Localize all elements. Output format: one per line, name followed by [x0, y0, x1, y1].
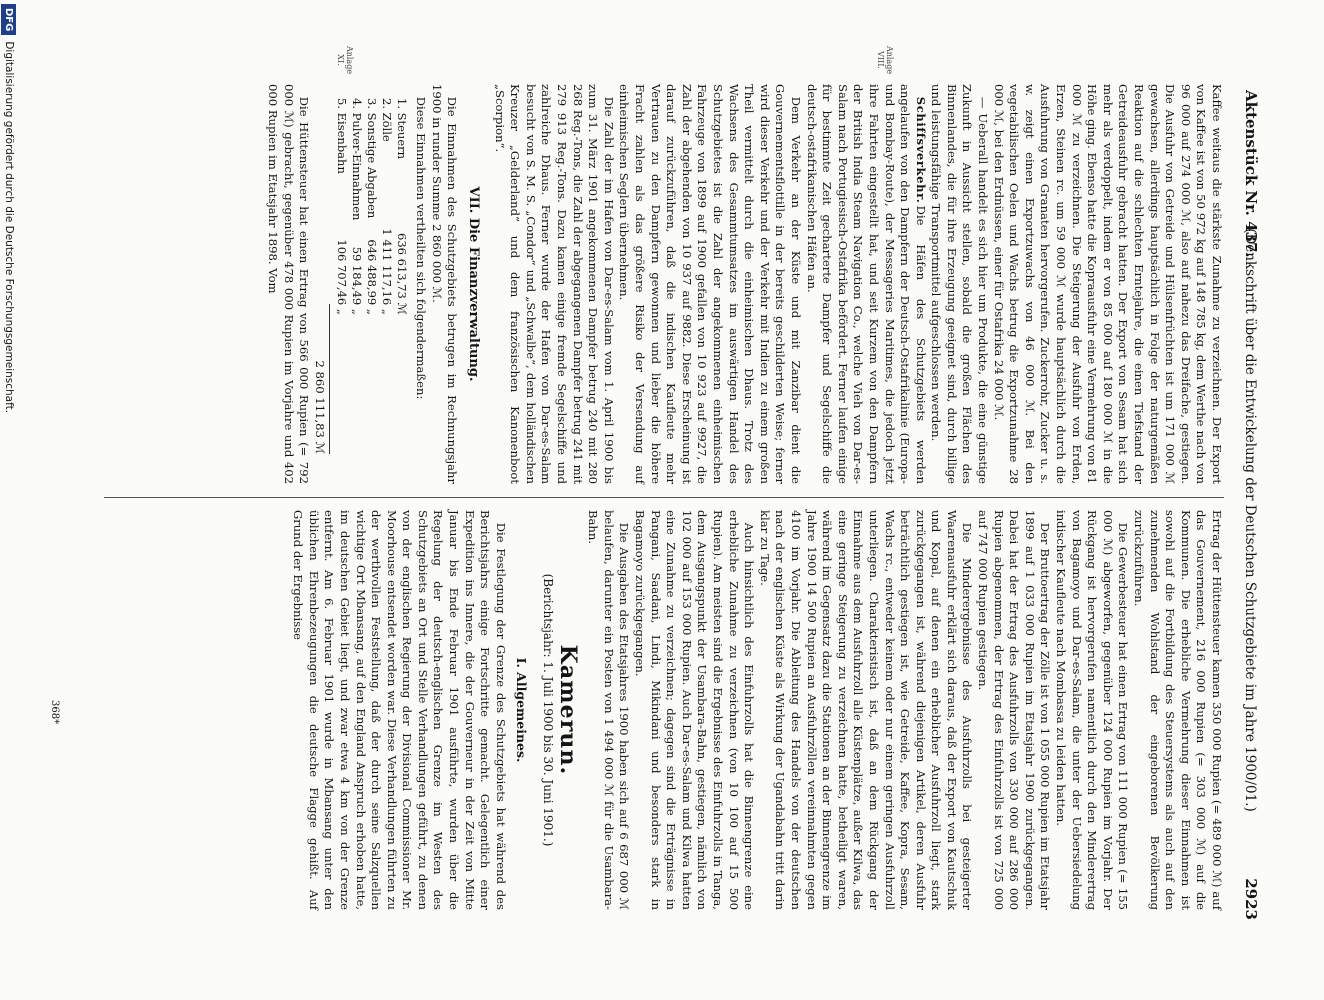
- table-cell-amount: 636 613,73 ℳ: [394, 233, 409, 315]
- table-cell-label: 3. Sonstige Abgaben: [364, 98, 379, 219]
- paragraph: Die Minderergebnisse des Ausfuhrzolls bei gesteigerter Waarenausfuhr erklärt sich daraus, daß der Export von Kautschuk und Kopal, auf denen ein erheblicher Ausfuhrzoll liegt, stark zurückgegangen ist, während diejenigen Artikel, deren Ausfuhr beträchtlich gestiegen ist, wie Getreide, Kaffee, Kopra, Sesam, Wachs rc., entweder keinem oder nur einem geringen Ausfuhrzoll unterliegen. Charakteristisch ist, daß an dem Rückgang der Einnahme aus dem Ausfuhrzoll alle Küstenplätze, außer Kilwa, das eine geringe Steigerung zu verzeichnen hatte, betheiligt waren, während im Gegensatz dazu die Stationen an der Binnengrenze im Jahre 1900 14 500 Rupien an Ausfuhrzöllen vereinnahmten gegen 4100 im Vorjahr. Die Ableitung des Handels von der deutschen nach der englischen Küste als Wirkung der Ugandabahn tritt darin klar zu Tage.: [757, 510, 975, 910]
- credit-text: Digitalisierung gefördert durch die Deutsche Forschungsgemeinschaft.: [3, 41, 15, 414]
- paragraph: Ertrag der Hüttensteuer kamen 350 000 Rupien (= 489 000 ℳ) auf das Gouvernement, 216 000 Rupien (= 303 000 ℳ) auf die Kommunen. Die erhebliche Vermehrung dieser Einnahmen ist sowohl auf die Fortbildung des Steuersystems als auch auf den zunehmenden Wohlstand der eingeborenen Bevölkerung zurückzuführen.: [1132, 510, 1224, 910]
- table-cell-label: 2. Zölle: [379, 98, 394, 142]
- paragraph-shipping: [803, 84, 928, 484]
- revenue-table: [334, 94, 409, 319]
- margin-note-anlage-xi: Anlage XI.: [336, 45, 354, 75]
- margin-note-anlage-viii: Anlage VIII.: [876, 45, 894, 75]
- paragraph: Diese Einnahmen vertheilten sich folgendermaßen:: [414, 96, 429, 400]
- paragraph-text: Die Häfen des Schutzgebiets werden angelaufen von den Dampfern der Deutsch-Ostafrikalinie (Europa- und Bombay-Route), der Messageries Maritimes, die jedoch jetzt ihre Fahrten eingestellt hat, und seit Kurzem von den Dampfern der British India Steam Navigation Co., welche Vieh von Dar-es-Salam nach Portugiesisch-Ostafrika befördert. Ferner laufen einige für bestimmte Zeit gecharterte Dampfer und Segelschiffe die deutsch-ostafrikanischen Häfen an.: [804, 84, 928, 484]
- paragraph: Auch hinsichtlich des Einfuhrzolls hat die Binnengrenze eine erhebliche Zunahme zu verzeichnen (von 10 100 auf 15 500 Rupien). Am meisten sind die Ergebnisse des Einfuhrzolls in Tanga, dem Ausgangspunkt der Usambara-Bahn, gestiegen, nämlich von 102 000 auf 153 000 Rupien. Auch Dar-es-Salam und Kilwa hatten eine Zunahme zu verzeichnen; dagegen sind die Erträgnisse in Pangani, Saadani, Lindi, Mikindani und besonders stark in Bagamoyo zurückgegangen.: [633, 510, 757, 910]
- table-cell-label: 1. Steuern: [394, 98, 409, 160]
- paragraph: Die Zahl der im Hafen von Dar-es-Salam vom 1. April 1900 bis zum 31. März 1901 angekommenen Dampfer betrug 240 mit 280 268 Reg.-Tons, die Zahl der abgegangenen Dampfer betrug 241 mit 279 913 Reg.-Tons. Dazu kamen einige fremde Segelschiffe und zahlreiche Dhaus. Ferner wurde der Hafen von Dar-es-Salam besucht von S. M. S. „Condor“ und „Schwalbe“, dem holländischen Kreuzer „Gelderland“ und dem französischen Kanonenboot „Scorpion“.: [492, 84, 616, 484]
- paragraph: Der Bruttoertrag der Zölle ist von 1 055 000 Rupien im Etatsjahr 1899 auf 1 033 000 Rupien im Etatsjahr 1900 zurückgegangen. Dabei hat der Ertrag des Ausfuhrzolls von 330 000 auf 286 000 Rupien abgenommen, der Ertrag des Einfuhrzolls ist von 725 000 auf 747 000 Rupien gestiegen.: [976, 510, 1053, 910]
- paragraph: Die Hüttensteuer hat einen Ertrag von 566 000 Rupien (= 792 000 ℳ) gebracht, gegenüber 478 000 Rupien im Vorjahre und 402 000 Rupien im Etatsjahr 1898. Vom: [265, 84, 312, 484]
- table-cell-amount: 59 184,49 „: [349, 246, 364, 315]
- table-row: [379, 94, 394, 319]
- table-cell-label: 4. Pulver-Einnahmen: [349, 98, 364, 221]
- digitization-credit: [0, 4, 18, 984]
- document-number: Aktenstück Nr. 437.: [1242, 90, 1260, 258]
- paragraph: Kaffee weitaus die stärkste Zunahme zu verzeichnen. Der Export von Kaffee ist von 50 972 kg auf 148 785 kg, dem Werthe nach von 96 000 auf 274 000 ℳ, also auf nahezu das Dreifache, gestiegen. Die Ausfuhr von Getreide und Hülsenfrüchten ist um 171 000 ℳ gewachsen, allerdings hauptsächlich in Folge der naturgemäßen Reaktion auf die schlechten Erntejahre, die einen Tiefstand der Getreideausfuhr gebracht hatten. Der Export von Sesam hat sich mehr als verdoppelt, indem er von 85 000 auf 180 000 ℳ in die Höhe ging. Ebenso hatte die Kopraausfuhr eine Vermehrung von 81 000 ℳ zu verzeichnen. Die Steigerung der Ausfuhr von Erden, Erzen, Steinen rc. um 59 000 ℳ wurde hauptsächlich durch die Ausfuhrung von Granaten hervorgerufen. Zuckerrohr, Zucker u. s. w. zeigt einen Exportzuwachs von 46 000 ℳ. Bei den vegetabilischen Oelen und Wachs betrug die Exportzunahme 28 000 ℳ, bei den Erdnüssen, einer für Ostafrika 24 000 ℳ.: [991, 84, 1224, 484]
- reporting-period: (Berichtsjahr: 1. Juli 1900 bis 30. Juni 1901.): [541, 573, 556, 847]
- table-row: [394, 94, 409, 319]
- page-header: [1234, 90, 1264, 920]
- paragraph: Die Festlegung der Grenze des Schutzgebiets hat während des Berichtsjahrs einige Fortschritte gemacht. Gelegentlich einer Expedition ins Innere, die der Gouverneur in der Zeit von Mitte Januar bis Ende Februar 1901 ausführte, wurden über die Regelung der deutsch-englischen Grenze im Westen des Schutzgebiets an Ort und Stelle Verhandlungen geführt, zu denen von der englischen Regierung der Divisional Commissioner Mr. Moorhouse entsendet worden war. Diese Verhandlungen führten zu der werthvollen Feststellung, daß der durch seine Salzquellen wichtige Ort Mbansang, auf den England Anspruch erhoben hatte, im deutschen Gebiet liegt, und zwar etwa 4 km von der Grenze entfernt. Am 6. Februar 1901 wurde in Mbansang unter den üblichen Ehrenbezeugungen die deutsche Flagge gehißt. Auf Grund der Ergebnisse: [291, 510, 508, 910]
- left-column: [264, 84, 1224, 484]
- table-cell-amount: 646 488,99 „: [364, 239, 379, 315]
- section-heading-finance: VII. Die Finanzverwaltung.: [466, 186, 482, 382]
- paragraph: — Ueberall handelt es sich hier um Produkte, die eine günstige Zukunft in Aussicht stellen, sobald die großen Flächen des Binnenlandes, die für ihre Erzeugung geeignet sind, durch billige und leistungsfähige Transportmittel aufgeschlossen werden.: [929, 84, 991, 484]
- page-footer: [36, 0, 66, 1000]
- dfg-logo-icon: DFG: [1, 4, 16, 35]
- table-cell-amount: 1 411 117,16 „: [379, 228, 394, 315]
- table-row: [334, 94, 349, 319]
- revenue-total: 2 860 111,83 ℳ: [311, 304, 330, 454]
- table-cell-label: 5. Eisenbahn: [334, 98, 349, 174]
- table-cell-amount: 106 707,46 „: [334, 239, 349, 315]
- paragraph: Die Einnahmen des Schutzgebiets betrugen im Rechnungsjahr 1900 in runder Summe 2 860 000 ℳ.: [429, 84, 460, 484]
- paragraph: Die Gewerbesteuer hat einen Ertrag von 111 000 Rupien (= 155 000 ℳ) abgeworfen, gegenüber 124 000 Rupien im Vorjahr. Der Rückgang ist hervorgerufen namentlich durch den Minderertrag von Bagamoyo und Dar-es-Salam, die unter der Uebersiedelung indischer Kaufleute nach Mombassa zu leiden hatten.: [1054, 510, 1131, 910]
- section-heading-general: I. Allgemeines.: [514, 657, 530, 763]
- paragraph: Dem Verkehr an der Küste und mit Zanzibar dient die Gouvernementsflottille in der bereits geschilderten Weise; ferner wird dieser Verkehr und der Verkehr mit Indien zu einem großen Theil vermittelt durch die einheimischen Dhaus. Trotz des Wachsens des Gesammtumsatzes im auswärtigen Handel des Schutzgebietes ist die Zahl der angekommenen einheimischen Fahrzeuge von 1899 auf 1900 gefallen von 10 923 auf 9927, die Zahl der abgehenden von 10 937 auf 9882. Diese Erscheinung ist darauf zurückzuführen, daß die indischen Kaufleute mehr Vertrauen zu den Dampfern gewonnen und lieber die höhere Fracht zahlen als das größere Risiko der Versendung auf einheimischen Seglern übernehmen.: [617, 84, 803, 484]
- right-column: [290, 510, 1224, 910]
- table-row: [364, 94, 379, 319]
- subheading-shipping: Schiffsverkehr.: [913, 96, 928, 204]
- footer-page-number: 368*: [49, 700, 60, 725]
- header-title: (Denkschrift über die Entwickelung der Deutschen Schutzgebiete im Jahre 1900/01.): [1242, 228, 1258, 812]
- page-number: 2923: [1242, 878, 1260, 920]
- section-title-kamerun: Kamerun.: [554, 644, 581, 776]
- table-row: [349, 94, 364, 319]
- column-divider: [104, 497, 1224, 498]
- paragraph: Die Ausgaben des Etatsjahres 1900 haben sich auf 6 687 000 ℳ belaufen, darunter ein Posten von 1 494 000 ℳ für die Usambara-Bahn.: [586, 510, 632, 910]
